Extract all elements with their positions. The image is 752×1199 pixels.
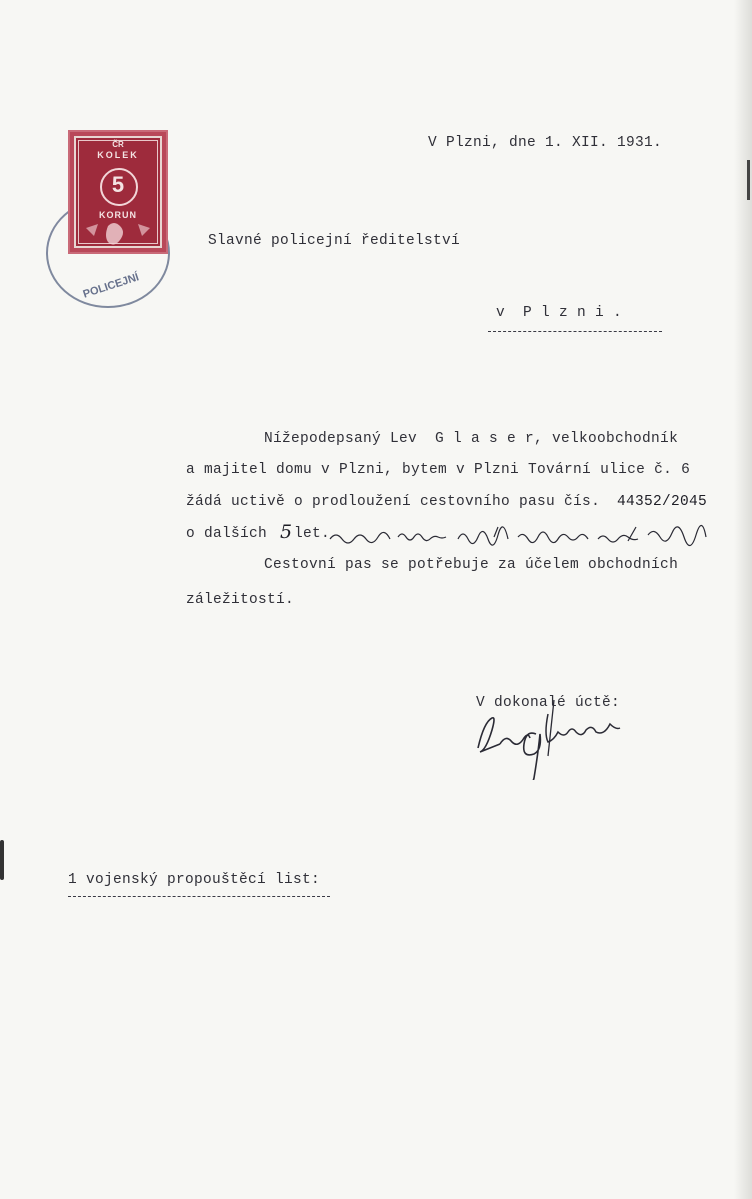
body-line-3: žádá uctivě o prodloužení cestovního pasu čís.: [186, 494, 601, 510]
handwritten-years: 5: [280, 521, 293, 543]
body-line-1: Nížepodepsaný Lev G l a s e r, velkoobchodník: [264, 431, 679, 447]
lion-emblem-icon: [68, 218, 168, 258]
signature-icon: [470, 700, 640, 780]
revenue-stamp: [68, 130, 168, 254]
stamp-currency: KORUN: [99, 210, 137, 220]
recipient-city: v P l z n i .: [496, 305, 623, 321]
stamp-top-label: ČR: [112, 140, 124, 149]
place-date: V Plzni, dne 1. XII. 1931.: [428, 135, 663, 151]
recipient-line: Slavné policejní ředitelství: [208, 233, 461, 249]
body-line-6: záležitostí.: [186, 592, 295, 608]
body-line-4-suffix: let.: [294, 526, 331, 542]
closing-regards: V dokonalé úctě:: [476, 695, 621, 711]
postmark-text: POLICEJNÍ: [81, 271, 141, 301]
body-line-2: a majitel domu v Plzni, bytem v Plzni Tovární ulice č. 6: [186, 462, 691, 478]
handwritten-annotation-icon: [328, 523, 718, 551]
body-line-5: Cestovní pas se potřebuje za účelem obchodních: [264, 557, 679, 573]
attachment-line: 1 vojenský propouštěcí list:: [68, 872, 321, 888]
stamp-kolek-label: KOLEK: [97, 150, 139, 160]
hole-punch-mark: [0, 840, 4, 880]
edge-mark: [747, 160, 750, 200]
pass-number: 44352/2045: [617, 494, 708, 510]
city-underline: [488, 331, 662, 332]
body-line-4-prefix: o dalších: [186, 526, 268, 542]
attachment-underline: [68, 896, 330, 897]
stamp-value: 5: [111, 172, 125, 197]
